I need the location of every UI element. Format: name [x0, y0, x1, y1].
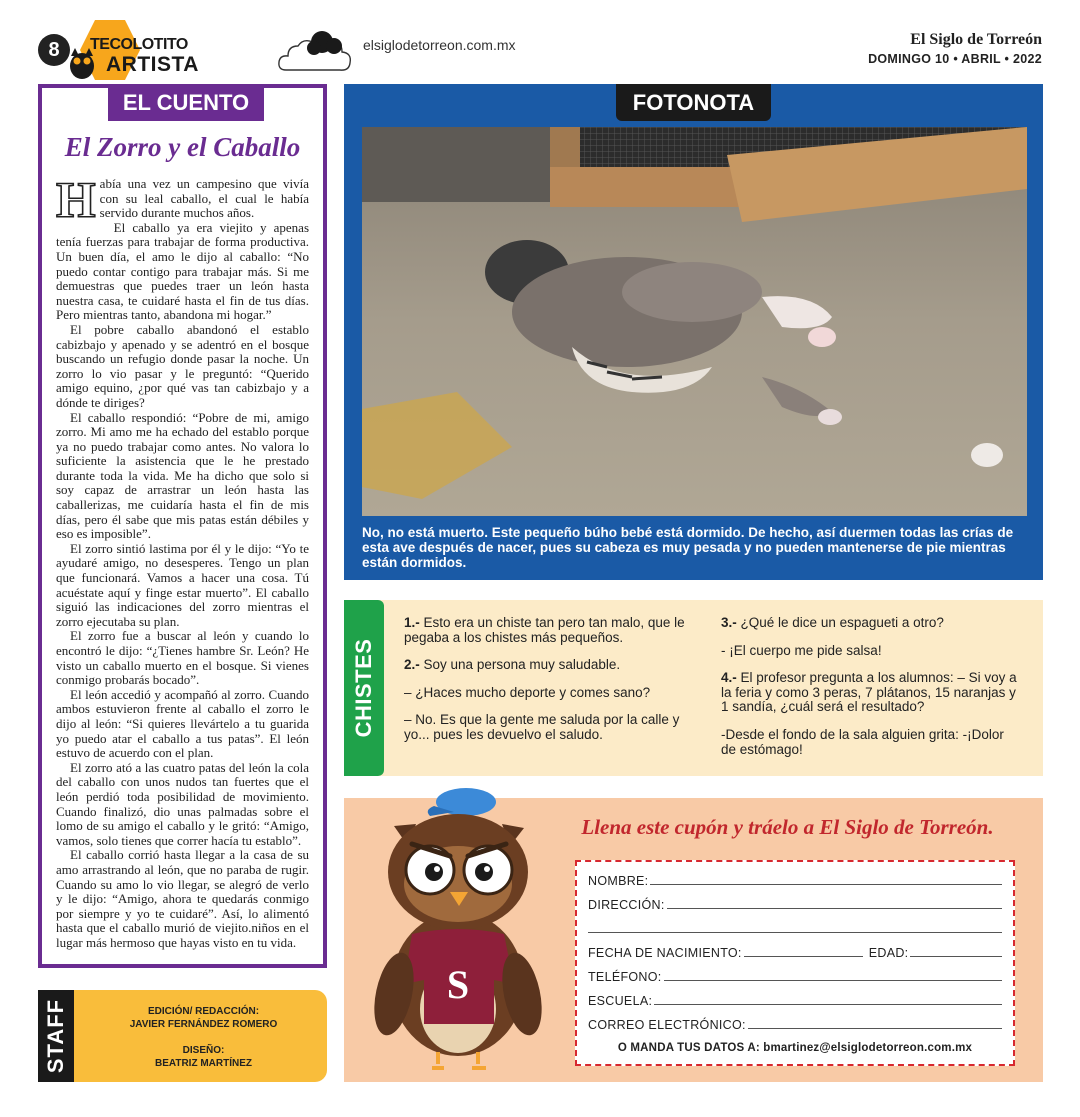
nombre-field[interactable]: NOMBRE:	[588, 872, 1002, 888]
cuento-paragraph: El zorro ató a las cuatro patas del león la cola del caballo con unos nudos tan fuertes que el león perdió toda posibilidad de movimiento. Cuando finalizó, dio unas palmadas sobre el lomo de su amigo el caballo y le gritó: “Amigo, vamos, solo tienes que correr hacía tu establo”.	[56, 759, 309, 848]
fotonota-box	[344, 84, 1043, 580]
cuento-paragraph: El caballo respondió: “Pobre de mi, amigo zorro. Mi amo me ha echado del establo porque ya no puedo trabajar como antes. No valora lo suficiente la asistencia que le he prestado durante toda la vida. Me ha dicho que solo si soy capaz de arrastrar un león hasta las caballerizas, me cuidaría hasta el fin de mis días, pero él sabe que mis patas están débiles y eso es imposible”.	[56, 409, 309, 542]
coupon-form	[575, 860, 1015, 1066]
cloud-icon	[276, 26, 360, 80]
coupon-box	[344, 798, 1043, 1082]
joke-line: – ¿Haces mucho deporte y comes sano?	[404, 684, 651, 700]
page-number: 8	[38, 34, 70, 66]
cuento-body	[56, 173, 309, 950]
cuento-paragraph: El caballo ya era viejito y apenas tenía fuerzas para trabajar de forma productiva. Un buen día, el amo le dijo al caballo: “No puedo contar contigo para trabajar más. Si me demuestras que puedes traer un león hasta nuestra casa, te cuidaré hasta el fin de tus días. Pero mientras tanto, abandona mi hogar.”	[56, 219, 309, 323]
issue-date: DOMINGO 10 • ABRIL • 2022	[868, 52, 1042, 66]
chistes-box	[344, 600, 1043, 776]
drop-cap: H	[56, 173, 96, 229]
escuela-field[interactable]: ESCUELA:	[588, 992, 1002, 1008]
svg-text:S: S	[446, 962, 470, 1007]
telefono-field[interactable]: TELÉFONO:	[588, 968, 1002, 984]
fotonota-tab: FOTONOTA	[616, 84, 771, 121]
staff-diseno-label: DISEÑO:	[182, 1045, 225, 1056]
direccion-field-line2[interactable]	[588, 920, 1002, 936]
newspaper-brand: El Siglo de Torreón	[910, 31, 1042, 48]
staff-edicion-name: JAVIER FERNÁNDEZ ROMERO	[129, 1019, 278, 1030]
cuento-paragraph: El zorro sintió lastima por él y le dijo: “Yo te ayudaré amigo, no desesperes. Tengo un plan que funcionará. Vamos a hacer una cosa. Tú acuéstate aquí y finge estar muerto”. El caballo siguió las indicaciones del zorro mientras el zorro ejecutaba su plan.	[56, 540, 309, 629]
cuento-tab: EL CUENTO	[108, 84, 264, 121]
section-logo	[68, 20, 218, 82]
staff-edicion-label: EDICIÓN/ REDACCIÓN:	[147, 1006, 260, 1017]
staff-box	[38, 990, 327, 1082]
fecha-edad-fields[interactable]: FECHA DE NACIMIENTO: EDAD:	[588, 944, 1002, 960]
logo-line2: ARTISTA	[106, 53, 199, 76]
joke-line: 1.- Esto era un chiste tan pero tan malo, que le pegaba a los chistes más pequeños.	[404, 615, 685, 645]
joke-line: -Desde el fondo de la sala alguien grita: -¡Dolor de estómago!	[721, 726, 1004, 757]
chistes-side-label: CHISTES	[344, 600, 384, 776]
cuento-paragraph: El zorro fue a buscar al león y cuando lo encontró le dijo: “¿Tienes hambre Sr. León? He visto un caballo muerto en el bosque. Si vienes conmigo probarás bocado”.	[56, 628, 309, 688]
cuento-paragraph: abía una vez un campesino que vivía con su leal caballo, el cual le había servido durante muchos años.	[99, 176, 309, 221]
joke-line: – No. Es que la gente me saluda por la calle y yo... pues les devuelvo el saludo.	[404, 712, 680, 742]
logo-line1: TECOLOTITO	[90, 36, 188, 53]
joke-line: - ¡El cuerpo me pide salsa!	[721, 642, 882, 658]
coupon-title: Llena este cupón y tráelo a El Siglo de Torreón.	[581, 815, 994, 839]
joke-line: 4.- El profesor pregunta a los alumnos: – Si voy a la feria y como 3 peras, 7 plátanos, 15 naranjas y 1 sandía, ¿cuál será el resultado?	[721, 670, 1017, 715]
direccion-field[interactable]: DIRECCIÓN:	[588, 896, 1002, 912]
cuento-paragraph: El pobre caballo abandonó el establo cabizbajo y apenado y se adentró en el bosque buscando un refugio donde pasar la noche. Un zorro lo vio pasar y le preguntó: “Querido amigo equino, ¿por qué vas tan cabizbajo y a dónde te diriges?	[56, 321, 309, 410]
joke-line: 3.- ¿Qué le dice un espagueti a otro?	[721, 615, 944, 630]
cuento-box	[38, 84, 327, 968]
fotonota-caption: No, no está muerto. Este pequeño búho bebé está dormido. De hecho, así duermen todas las crías de esta ave después de nacer, pues su cabeza es muy pesada y no pueden mantenerse de pie mientras están dormidos.	[362, 525, 1014, 570]
website-link[interactable]: elsiglodetorreon.com.mx	[363, 37, 516, 53]
cuento-paragraph: El caballo corrió hasta llegar a la casa de su amo arrastrando al león, que no paraba de rugir. Cuando su amo lo vio llegar, se alegró de verlo y le dijo: “Amigo, ahora te quedarás conmigo por siempre y yo te cuidaré”. Así, lo alimentó hasta que el caballo murió de viejito.niños en el lugar más hermoso que hayas visto en tu vida.	[56, 847, 309, 950]
sleeping-owl-photo	[362, 127, 1027, 516]
staff-diseno-name: BEATRIZ MARTÍNEZ	[154, 1058, 253, 1069]
coupon-email-note: O MANDA TUS DATOS A: bmartinez@elsiglodetorreon.com.mx	[617, 1042, 973, 1054]
correo-field[interactable]: CORREO ELECTRÓNICO:	[588, 1016, 1002, 1032]
chistes-column-1	[404, 616, 694, 756]
owl-mascot-icon	[354, 784, 544, 1074]
cuento-title: El Zorro y el Caballo	[64, 132, 301, 162]
cuento-paragraph: El león accedió y acompañó al zorro. Cuando ambos estuvieron frente al caballo el zorro le dijo al león: “Si quieres llevártelo a tu guarida yo puedo atar el caballo a tus patas”. El león estuvo de acuerdo con el plan.	[56, 686, 309, 761]
staff-side-label: STAFF	[38, 990, 74, 1082]
joke-line: 2.- Soy una persona muy saludable.	[404, 657, 621, 673]
chistes-column-2	[721, 616, 1021, 770]
